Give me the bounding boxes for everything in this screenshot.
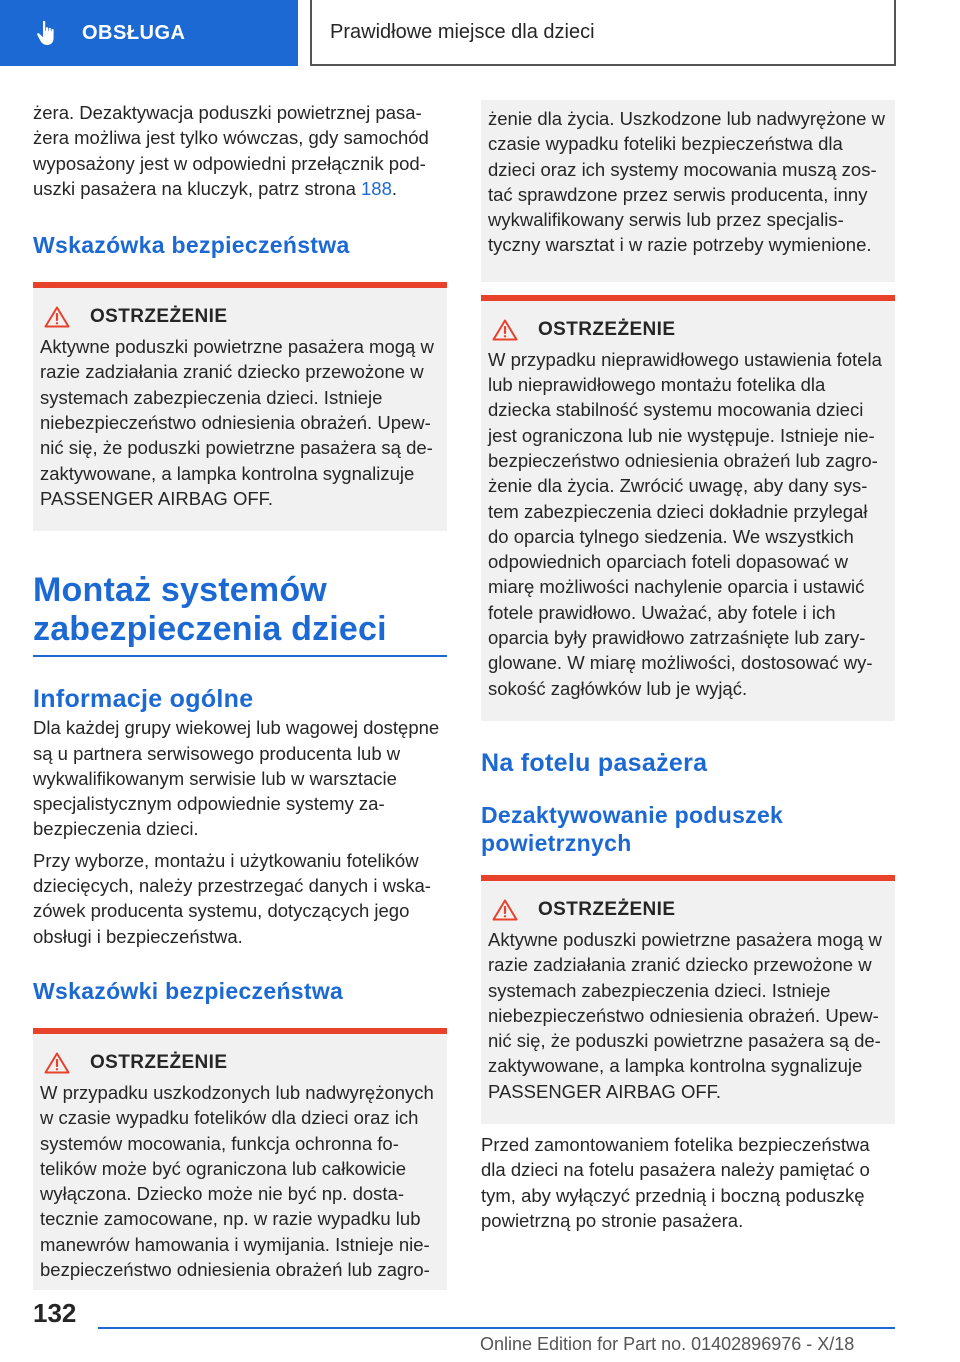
general-paragraph-1: Dla każdej grupy wiekowej lub wagowej dostępne są u partnera serwisowego producenta lub w wykwalifikowanym serwisie lub w warsztacie specjalistycznym odpowiednie systemy zabezpieczenia dzieci. [33, 717, 440, 840]
page-title-box [310, 0, 896, 66]
section-label: OBSŁUGA [82, 21, 186, 44]
warning-title [488, 899, 888, 921]
warning-box [33, 1028, 447, 1290]
warning-text: W przypadku uszkodzonych lub nadwyrężonych w czasie wypadku fotelików dla dzieci oraz ich systemów mocowania, funkcja ochronna fotelików może być ograniczona lub całkowicie wyłączona. Dziecko może nie być np. dostatecznie zamocowane, np. w razie wypadku lub manewrów hamowania i wymijania. Istnieje niebezpieczeństwo odniesienia obrażeń lub zagro- [40, 1081, 434, 1281]
warning-title-text: OSTRZEŻENIE [538, 898, 676, 920]
warning-text: Aktywne poduszki powietrzne pasażera mogą w razie zadziałania zranić dziecko przewożone w systemach zabezpieczenia dzieci. Istnieje niebezpieczeństwo odniesienia obrażeń. Upewnić się, że poduszki powietrzne pasażera są dezaktywowane, a lampka kontrolna sygnalizuje PASSENGER AIRBAG OFF. [40, 336, 434, 509]
page-title: Prawidłowe miejsce dla dzieci [330, 20, 595, 43]
warning-title [40, 1052, 440, 1074]
safety-heading: Wskazówka bezpieczeństwa [33, 232, 350, 259]
left-column [33, 100, 447, 1290]
warning-box [481, 875, 895, 1124]
warning-triangle-icon [44, 306, 70, 328]
general-paragraph-2: Przy wyborze, montażu i użytkowaniu fotelików dziecięcych, należy przestrzegać danych i wskazówek producenta systemu, dotyczących jego obsługi i bezpieczeństwa. [33, 849, 431, 947]
closing-paragraph: Przed zamontowaniem fotelika bezpieczeństwa dla dzieci na fotelu pasażera należy pamiętać o tym, aby wyłączyć przednią i boczną poduszkę powietrzną po stronie pasażera. [481, 1134, 870, 1231]
intro-end: . [391, 177, 398, 199]
heading-rule [33, 655, 447, 657]
warning-title-text: OSTRZEŻENIE [538, 318, 676, 340]
warning-title-text: OSTRZEŻENIE [90, 306, 228, 328]
general-heading: Informacje ogólne [33, 685, 254, 714]
warning-continuation [481, 100, 895, 282]
passenger-heading: Na fotelu pasażera [481, 748, 708, 777]
warning-box [481, 295, 895, 721]
warning-title [488, 319, 888, 341]
warning-box [33, 282, 447, 531]
safety-heading-2: Wskazówki bezpieczeństwa [33, 977, 344, 1004]
warning-text: W przypadku nieprawidłowego ustawienia fotela lub nieprawidłowego montażu fotelika dla dziecka stabilność systemu mocowania dzieci jest ograniczona lub nie występuje. Istnieje niebezpieczeństwo odniesienia obrażeń lub zagrożenie dla życia. Zwrócić uwagę, aby dany system zabezpieczenia dzieci dokładnie przylegał do oparcia tylnego siedzenia. We wszystkich odpowiednich oparciach foteli dopasować w miarę możliwości nachylenie oparcia i ustawić fotele prawidłowo. Uważać, aby fotele i ich oparcia były prawidłowo zatrzaśnięte lub zaryglowane. W miarę możliwości, dostosować wysokość zagłówków lub je wyjąć. [488, 348, 882, 699]
page-number: 132 [33, 1298, 77, 1328]
page-ref-link[interactable]: 188 [361, 177, 392, 199]
warning-text: Aktywne poduszki powietrzne pasażera mogą w razie zadziałania zranić dziecko przewożone w systemach zabezpieczenia dzieci. Istnieje niebezpieczeństwo odniesienia obrażeń. Upewnić się, że poduszki powietrzne pasażera są dezaktywowane, a lampka kontrolna sygnalizuje PASSENGER AIRBAG OFF. [488, 928, 882, 1102]
intro-text: żera. Dezaktywacja poduszki powietrznej pasażera możliwa jest tylko wówczas, gdy samochód wyposażony jest w odpowiedni przełącznik poduszki pasażera na kluczyk, patrz strona [33, 102, 429, 199]
footer-rule [98, 1327, 895, 1329]
hand-icon [36, 20, 60, 46]
main-heading: Montaż systemów zabezpieczenia dzieci [33, 571, 387, 649]
warning-triangle-icon [44, 1052, 70, 1074]
intro-paragraph [33, 100, 447, 201]
warning-triangle-icon [492, 319, 518, 341]
section-tab [0, 0, 298, 66]
edition-footer: Online Edition for Part no. 01402896976 - X/18 [480, 1334, 855, 1354]
warning-title-text: OSTRZEŻENIE [90, 1051, 228, 1073]
warning-triangle-icon [492, 899, 518, 921]
continuation-text: żenie dla życia. Uszkodzone lub nadwyrężone w czasie wypadku foteliki bezpieczeństwa dla dzieci oraz ich systemy mocowania muszą zostać sprawdzone przez serwis producenta, inny wykwalifikowany serwis lub przez specjalistyczny warsztat i w razie potrzeby wymienione. [488, 108, 885, 256]
warning-title [40, 306, 440, 328]
right-column [481, 100, 895, 1233]
airbag-heading: Dezaktywowanie poduszek powietrznych [481, 801, 784, 856]
